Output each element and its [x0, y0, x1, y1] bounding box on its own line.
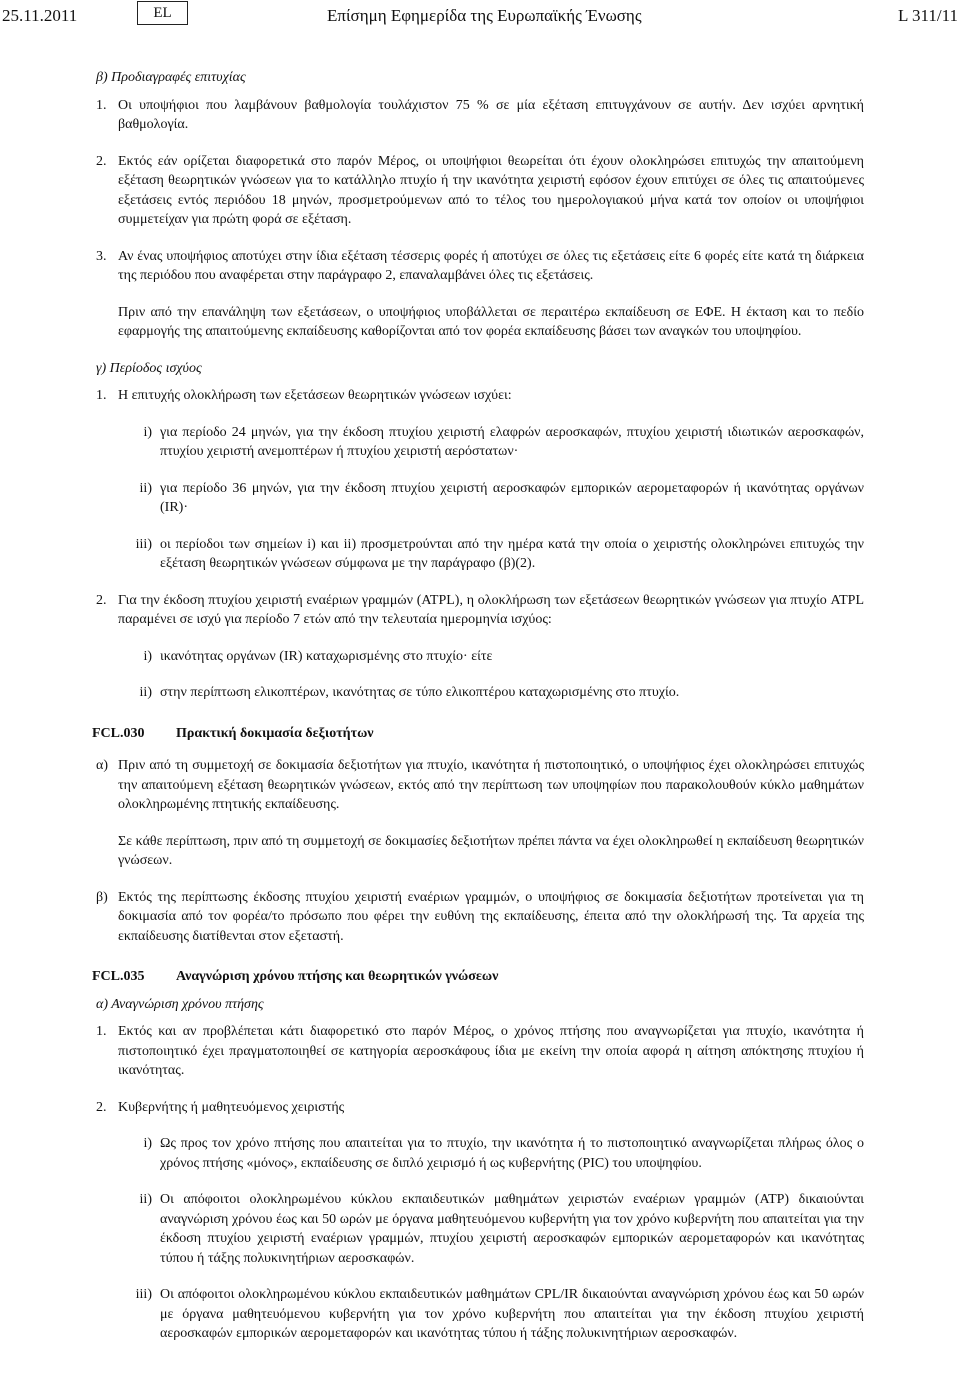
journal-title: Επίσημη Εφημερίδα της Ευρωπαϊκής Ένωσης [327, 6, 642, 25]
subitem-text: οι περίοδοι των σημείων i) και ii) προσμετρούνται από την ημέρα κατά την οποία ο χειριστής ολοκληρώνει επιτυχώς την εξέταση θεωρητικών γνώσεων σύμφωνα με την παράγραφο (β)(2). [160, 536, 864, 571]
subitem-text: για περίοδο 24 μηνών, για την έκδοση πτυχίου χειριστή ελαφρών αεροσκαφών, πτυχίου χειριστή ιδιωτικών αεροσκαφών, πτυχίου χειριστή ανεμοπτέρων ή πτυχίου χειριστή αερόστατων· [160, 424, 864, 459]
subitem-number: ii) [139, 685, 152, 700]
subitem-number: i) [143, 1136, 152, 1151]
section-b-item-3 [96, 247, 864, 286]
item-number: 2. [96, 592, 107, 608]
subitem-text: για περίοδο 36 μηνών, για την έκδοση πτυχίου χειριστή αεροσκαφών εμπορικών αερομεταφορών ή ικανότητας οργάνων (IR)· [160, 480, 864, 515]
point-letter: α) [96, 758, 108, 773]
item-text: Αν ένας υποψήφιος αποτύχει στην ίδια εξέταση τέσσερις φορές ή αποτύχει σε όλες τις εξετάσεις είτε 6 φορές είτε κατά τη διάρκεια της περιόδου που αναφέρεται στην παράγραφο 2, επαναλαμβάνει όλες τις εξετάσεις. [118, 248, 864, 283]
item-number: 2. [96, 153, 107, 169]
subitem-number: iii) [135, 1287, 152, 1302]
subitem-text: Οι απόφοιτοι ολοκληρωμένου κύκλου εκπαιδευτικών μαθημάτων CPL/IR δικαιούνται αναγνώριση χρόνου έως και 50 ωρών με όργανα μαθητευόμενου κυβερνήτη για τον χρόνο κυβερνήτη που απαιτείται για την έκδοση πτυχίου χειριστή αεροσκαφών εμπορικών αερομεταφορών και ικανότητας τύπου ή τάξης πολυκινητήριων αεροσκαφών. [160, 1287, 864, 1341]
fcl035-item-1 [96, 1022, 864, 1081]
section-b-item-2 [96, 152, 864, 230]
subitem-number: i) [143, 424, 152, 440]
section-c-heading: γ) Περίοδος ισχύος [96, 360, 202, 376]
section-c-item-2-subitem-i [96, 647, 864, 667]
subitem-number: ii) [139, 1192, 152, 1207]
publication-date: 25.11.2011 [2, 6, 78, 25]
point-letter: β) [96, 889, 108, 905]
fcl035-point-a-heading: α) Αναγνώριση χρόνου πτήσης [96, 996, 264, 1012]
point-text: Πριν από τη συμμετοχή σε δοκιμασία δεξιοτήτων για πτυχίο, ικανότητα ή πιστοποιητικό, ο υποψήφιος έχει ολοκληρώσει επιτυχώς την απαιτούμενη εξέταση θεωρητικών γνώσεων, εκτός από την περίπτωση των υποψηφίων που παρακολουθούν κύκλο μαθημάτων ολοκληρωμένης πτητικής εκπαίδευσης. [118, 758, 864, 812]
section-c-item-2-subitem-ii [96, 683, 864, 703]
section-b-item-1 [96, 96, 864, 135]
section-c-subitem-ii [96, 479, 864, 518]
item-text: Οι υποψήφιοι που λαμβάνουν βαθμολογία τουλάχιστον 75 % σε μία εξέταση επιτυγχάνουν σε αυτήν. Δεν ισχύει αρνητική βαθμολογία. [118, 97, 864, 132]
subitem-number: i) [143, 648, 152, 664]
item-text: Για την έκδοση πτυχίου χειριστή εναέριων γραμμών (ATPL), η ολοκλήρωση των εξετάσεων θεωρητικών γνώσεων για πτυχίο ATPL παραμένει σε ισχύ για περίοδο 7 ετών από την τελευταία ημερομηνία ισχύος: [118, 592, 864, 627]
subitem-text: ικανότητας οργάνων (IR) καταχωρισμένης στο πτυχίο· είτε [160, 648, 493, 664]
fcl035-subitem-iii [96, 1285, 864, 1344]
article-code: FCL.030 [92, 725, 145, 741]
item-number: 3. [96, 248, 107, 264]
section-c-subitem-iii [96, 535, 864, 574]
subitem-number: ii) [139, 480, 152, 496]
article-title: Αναγνώριση χρόνου πτήσης και θεωρητικών γνώσεων [176, 969, 499, 984]
section-c-item-2 [96, 591, 864, 630]
fcl030-point-b [96, 888, 864, 947]
subitem-number: iii) [135, 536, 152, 552]
subitem-text: στην περίπτωση ελικοπτέρων, ικανότητας σε τύπο ελικοπτέρου καταχωρισμένης στο πτυχίο. [160, 685, 680, 700]
fcl030-heading [92, 724, 864, 744]
item-text: Η επιτυχής ολοκλήρωση των εξετάσεων θεωρητικών γνώσεων ισχύει: [118, 388, 512, 403]
page-number: L 311/11 [898, 6, 958, 25]
subitem-text: Οι απόφοιτοι ολοκληρωμένου κύκλου εκπαιδευτικών μαθημάτων χειριστών εναέριων γραμμών (ATP) δικαιούνται αναγνώριση χρόνου έως και 50 ωρών με όργανα μαθητευόμενου κυβερνήτη για τον χρόνο κυβερνήτη που απαιτείται για την έκδοση πτυχίου χειριστή εναέριων γραμμών, πτυχίου χειριστή αεροσκαφών εμπορικών αερομεταφορών και ικανότητας τύπου ή τάξης πολυκινητήριων αεροσκαφών. [160, 1192, 864, 1266]
article-title: Πρακτική δοκιμασία δεξιοτήτων [176, 725, 374, 741]
item-text: Εκτός εάν ορίζεται διαφορετικά στο παρόν Μέρος, οι υποψήφιοι θεωρείται ότι έχουν ολοκληρώσει επιτυχώς την απαιτούμενη εξέταση θεωρητικών γνώσεων για το κατάλληλο πτυχίο ή την ικανότητα χειριστή εφόσον έχουν επιτύχει σε όλες τις απαιτούμενες εξετάσεις εντός περιόδου 18 μηνών, προσμετρούμενων από το τέλος του ημερολογιακού μήνα κατά τον οποίον οι υποψήφιοι συμμετείχαν για πρώτη φορά σε εξέταση. [118, 153, 864, 227]
section-c-subitem-i [96, 423, 864, 462]
item-number: 1. [96, 97, 107, 113]
item-text: Κυβερνήτης ή μαθητευόμενος χειριστής [118, 1099, 345, 1115]
item-number: 1. [96, 388, 107, 403]
point-text: Εκτός της περίπτωσης έκδοσης πτυχίου χειριστή εναέριων γραμμών, ο υποψήφιος σε δοκιμασία δεξιοτήτων προτείνεται για τη δοκιμασία από τον φορέα/το πρόσωπο που φέρει την ευθύνη της εκπαίδευσης, έπειτα από την ολοκλήρωσή της. Τα αρχεία της εκπαίδευσης διατίθενται στον εξεταστή. [118, 889, 864, 944]
fcl035-subitem-ii [96, 1190, 864, 1268]
document-body [92, 68, 864, 1344]
fcl030-point-a [96, 756, 864, 815]
fcl035-subitem-i [96, 1134, 864, 1173]
fcl030-point-a-continuation: Σε κάθε περίπτωση, πριν από τη συμμετοχή σε δοκιμασίες δεξιοτήτων πρέπει πάντα να έχει ολοκληρωθεί η εκπαίδευση θεωρητικών γνώσεων. [118, 833, 864, 868]
page-header [0, 0, 960, 40]
subitem-text: Ως προς τον χρόνο πτήσης που απαιτείται για το πτυχίο, την ικανότητα ή το πιστοποιητικό αναγνωρίζεται πλήρως όλος ο χρόνος πτήσης «μόνος», εκπαίδευσης σε διπλό χειρισμό ή ως κυβερνήτης (PIC) του υποψηφίου. [160, 1136, 864, 1171]
item-number: 2. [96, 1099, 107, 1115]
item-text: Εκτός και αν προβλέπεται κάτι διαφορετικό στο παρόν Μέρος, ο χρόνος πτήσης που αναγνωρίζεται για πτυχίο, ικανότητα ή πιστοποιητικό έχει πραγματοποιηθεί σε κατηγορία αεροσκάφους ίδια με εκείνη την οποία αφορά η αίτηση απόκτησης πτυχίου ή ικανότητας. [118, 1024, 864, 1078]
article-code: FCL.035 [92, 969, 145, 984]
language-badge: EL [137, 1, 188, 25]
fcl035-item-2 [96, 1098, 864, 1118]
item-number: 1. [96, 1024, 107, 1039]
section-b-item-3-continuation: Πριν από την επανάληψη των εξετάσεων, ο υποψήφιος υποβάλλεται σε περαιτέρω εκπαίδευση σε ΕΦΕ. Η έκταση και το πεδίο εφαρμογής της απαιτούμενης εκπαίδευσης καθορίζονται από τον φορέα εκπαίδευσης βάσει των αναγκών του υποψηφίου. [118, 304, 864, 339]
section-b-heading: β) Προδιαγραφές επιτυχίας [96, 70, 246, 85]
fcl035-heading [92, 967, 864, 987]
section-c-item-1 [96, 386, 864, 406]
